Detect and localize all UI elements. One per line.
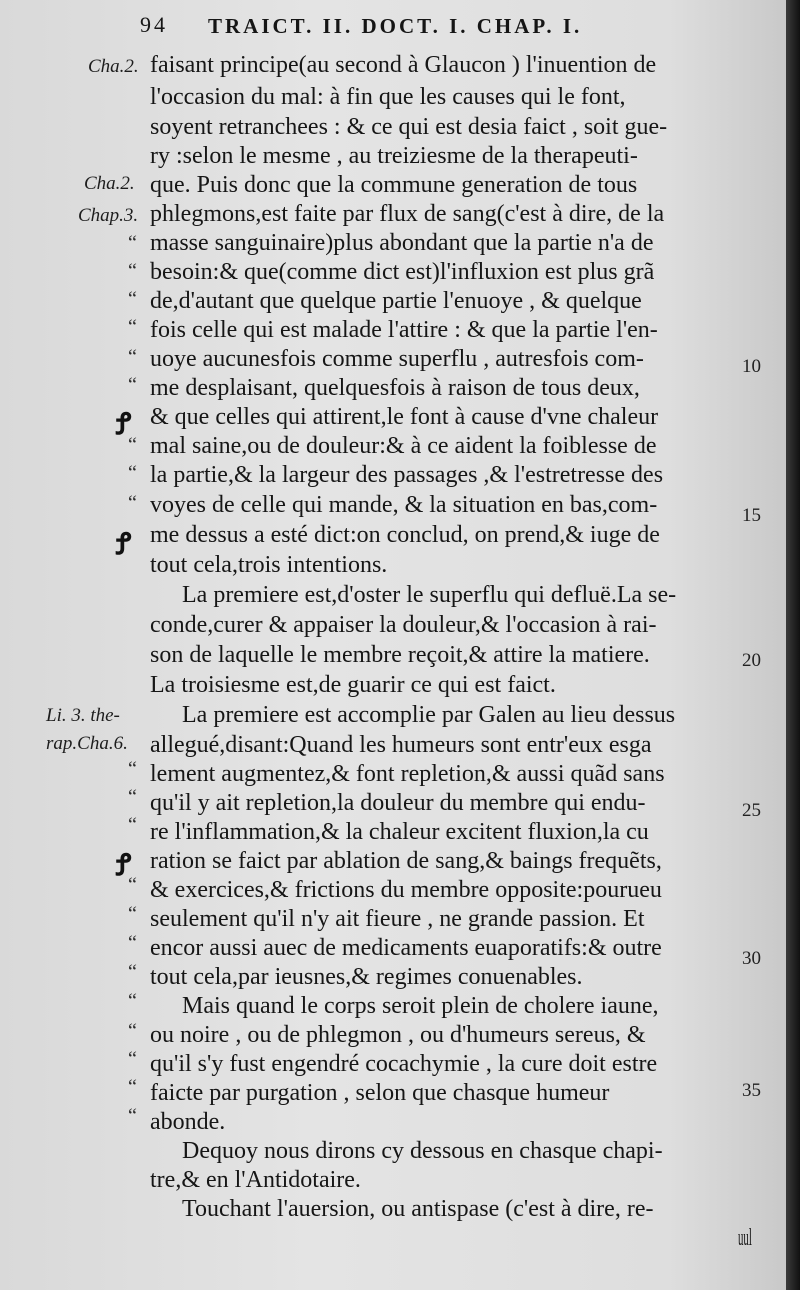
text-line: & exercices,& frictions du membre opposite:pourueu — [150, 877, 662, 903]
text-line: ration se faict par ablation de sang,& baings frequẽts, — [150, 848, 662, 874]
text-line: que. Puis donc que la commune generation de tous — [150, 172, 638, 198]
quote-mark: “ — [128, 874, 138, 896]
margin-note: Cha.2. — [84, 173, 135, 194]
quote-mark: “ — [128, 260, 138, 282]
page-number: 94 — [140, 12, 168, 37]
page-edge-shadow — [786, 0, 800, 1290]
text-line: La troisiesme est,de guarir ce qui est faict. — [150, 672, 556, 698]
quote-mark: “ — [128, 316, 138, 338]
text-line: soyent retranchees : & ce qui est desia faict , soit gue- — [150, 114, 668, 140]
quote-mark: “ — [128, 434, 138, 456]
page-header — [140, 8, 740, 48]
quote-mark: “ — [128, 492, 138, 514]
text-line: ou noire , ou de phlegmon , ou d'humeurs sereus, & — [150, 1022, 646, 1048]
quote-mark: “ — [128, 232, 138, 254]
line-number: 30 — [742, 948, 761, 969]
quote-mark: “ — [128, 346, 138, 368]
quote-mark: “ — [128, 1105, 138, 1127]
text-line: re l'inflammation,& la chaleur excitent fluxion,la cu — [150, 819, 649, 845]
quote-mark: “ — [128, 786, 138, 808]
text-line: tre,& en l'Antidotaire. — [150, 1167, 361, 1193]
quote-mark: “ — [128, 990, 138, 1012]
citation-symbol: Ꝭ — [116, 407, 132, 442]
text-line: de,d'autant que quelque partie l'enuoye , & quelque — [150, 288, 642, 314]
text-line: faisant principe(au second à Glaucon ) l'inuention de — [150, 52, 657, 78]
margin-note: rap.Cha.6. — [46, 733, 128, 754]
text-line: conde,curer & appaiser la douleur,& l'occasion à rai- — [150, 612, 657, 638]
text-line: la partie,& la largeur des passages ,& l'estretresse des — [150, 462, 664, 488]
line-number: 10 — [742, 356, 761, 377]
text-line: faicte par purgation , selon que chasque humeur — [150, 1080, 610, 1106]
text-line: masse sanguinaire)plus abondant que la partie n'a de — [150, 230, 654, 256]
citation-symbol: Ꝭ — [116, 848, 132, 883]
text-line: encor aussi auec de medicaments euaporatifs:& outre — [150, 935, 662, 961]
quote-mark: “ — [128, 814, 138, 836]
quote-mark: “ — [128, 1076, 138, 1098]
margin-note: Chap.3. — [78, 205, 139, 226]
running-head: TRAICT. II. DOCT. I. CHAP. I. — [208, 14, 583, 38]
text-line: me desplaisant, quelquesfois à raison de tous deux, — [150, 375, 640, 401]
text-line: lement augmentez,& font repletion,& aussi quãd sans — [150, 761, 665, 787]
quote-mark: “ — [128, 1020, 138, 1042]
text-line: besoin:& que(comme dict est)l'influxion est plus grã — [150, 259, 655, 285]
text-line: La premiere est accomplie par Galen au lieu dessus — [182, 702, 676, 728]
text-line: & que celles qui attirent,le font à cause d'vne chaleur — [150, 404, 659, 430]
text-line: qu'il s'y fust engendré cocachymie , la cure doit estre — [150, 1051, 658, 1077]
line-number: 15 — [742, 505, 761, 526]
text-line: La premiere est,d'oster le superflu qui defluë.La se- — [182, 582, 677, 608]
text-line: qu'il y ait repletion,la douleur du membre qui endu- — [150, 790, 646, 816]
quote-mark: “ — [128, 758, 138, 780]
text-line: voyes de celle qui mande, & la situation en bas,com- — [150, 492, 658, 518]
line-number: 20 — [742, 650, 761, 671]
text-line: uoye aucunesfois comme superflu , autresfois com- — [150, 346, 644, 372]
text-line: me dessus a esté dict:on conclud, on prend,& iuge de — [150, 522, 660, 548]
quote-mark: “ — [128, 961, 138, 983]
citation-symbol: Ꝭ — [116, 527, 132, 562]
quote-mark: “ — [128, 462, 138, 484]
quote-mark: “ — [128, 1048, 138, 1070]
text-line: l'occasion du mal: à fin que les causes qui le font, — [150, 84, 626, 110]
text-line: tout cela,trois intentions. — [150, 552, 388, 578]
text-line: phlegmons,est faite par flux de sang(c'est à dire, de la — [150, 201, 665, 227]
text-line: seulement qu'il n'y ait fieure , ne grande passion. Et — [150, 906, 645, 932]
text-line: fois celle qui est malade l'attire : & que la partie l'en- — [150, 317, 658, 343]
text-line: Touchant l'auersion, ou antispase (c'est à dire, re- — [182, 1196, 654, 1222]
quote-mark: “ — [128, 903, 138, 925]
text-line: abonde. — [150, 1109, 226, 1135]
line-number: 25 — [742, 800, 761, 821]
margin-note: Cha.2. — [88, 56, 139, 77]
line-number: 35 — [742, 1080, 761, 1101]
text-line: tout cela,par ieusnes,& regimes conuenables. — [150, 964, 583, 990]
quote-mark: “ — [128, 288, 138, 310]
margin-note: Li. 3. the- — [46, 705, 120, 726]
quote-mark: “ — [128, 374, 138, 396]
quote-mark: “ — [128, 932, 138, 954]
text-line: Mais quand le corps seroit plein de cholere iaune, — [182, 993, 659, 1019]
text-line: mal saine,ou de douleur:& à ce aident la foiblesse de — [150, 433, 657, 459]
text-line: ry :selon le mesme , au treiziesme de la therapeuti- — [150, 143, 638, 169]
text-line: uul — [738, 1225, 752, 1251]
text-line: allegué,disant:Quand les humeurs sont entr'eux esga — [150, 732, 652, 758]
text-line: Dequoy nous dirons cy dessous en chasque chapi- — [182, 1138, 663, 1164]
text-line: son de laquelle le membre reçoit,& attire la matiere. — [150, 642, 650, 668]
